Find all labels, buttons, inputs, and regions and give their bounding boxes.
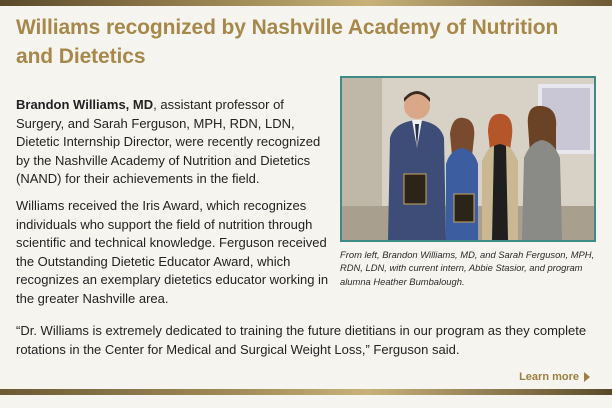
honoree-name: Brandon Williams, MD — [16, 97, 154, 112]
body-paragraph-1 — [16, 96, 332, 189]
headline-line-2: and Dietetics — [16, 45, 146, 68]
learn-more-label: Learn more — [519, 371, 579, 383]
article-headline — [16, 13, 606, 71]
headline-line-1: Williams recognized by Nashville Academy of Nutrition — [16, 16, 559, 39]
body-paragraph-2: Williams received the Iris Award, which recognizes individuals who support the field of nutrition through scientific and technical knowledge. Ferguson received the Outstanding Dietetic Educator Award, which recognizes an exemplary dietetics educator working in the greater Nashville area. — [16, 197, 329, 306]
top-gold-bar — [0, 0, 612, 6]
group-photo — [340, 76, 596, 242]
bottom-gold-bar — [0, 389, 612, 395]
body-paragraph-1-text: , assistant professor of Surgery, and Sarah Ferguson, MPH, RDN, LDN, Dietetic Internship Director, were recently recognized by the Nashville Academy of Nutrition and Dietetics (NAND) for their achievements in the field. — [16, 97, 321, 187]
group-photo-illustration — [342, 78, 594, 240]
learn-more-link[interactable] — [519, 371, 590, 383]
photo-caption: From left, Brandon Williams, MD, and Sarah Ferguson, MPH, RDN, LDN, with current intern, Abbie Stasior, and program alumna Heather Bumbalough. — [340, 249, 595, 287]
quote-paragraph: “Dr. Williams is extremely dedicated to training the future dietitians in our program as they complete rotations in the Center for Medical and Surgical Weight Loss,” Ferguson said. — [16, 323, 587, 357]
triangle-right-icon — [584, 372, 590, 382]
article-body — [16, 96, 332, 317]
